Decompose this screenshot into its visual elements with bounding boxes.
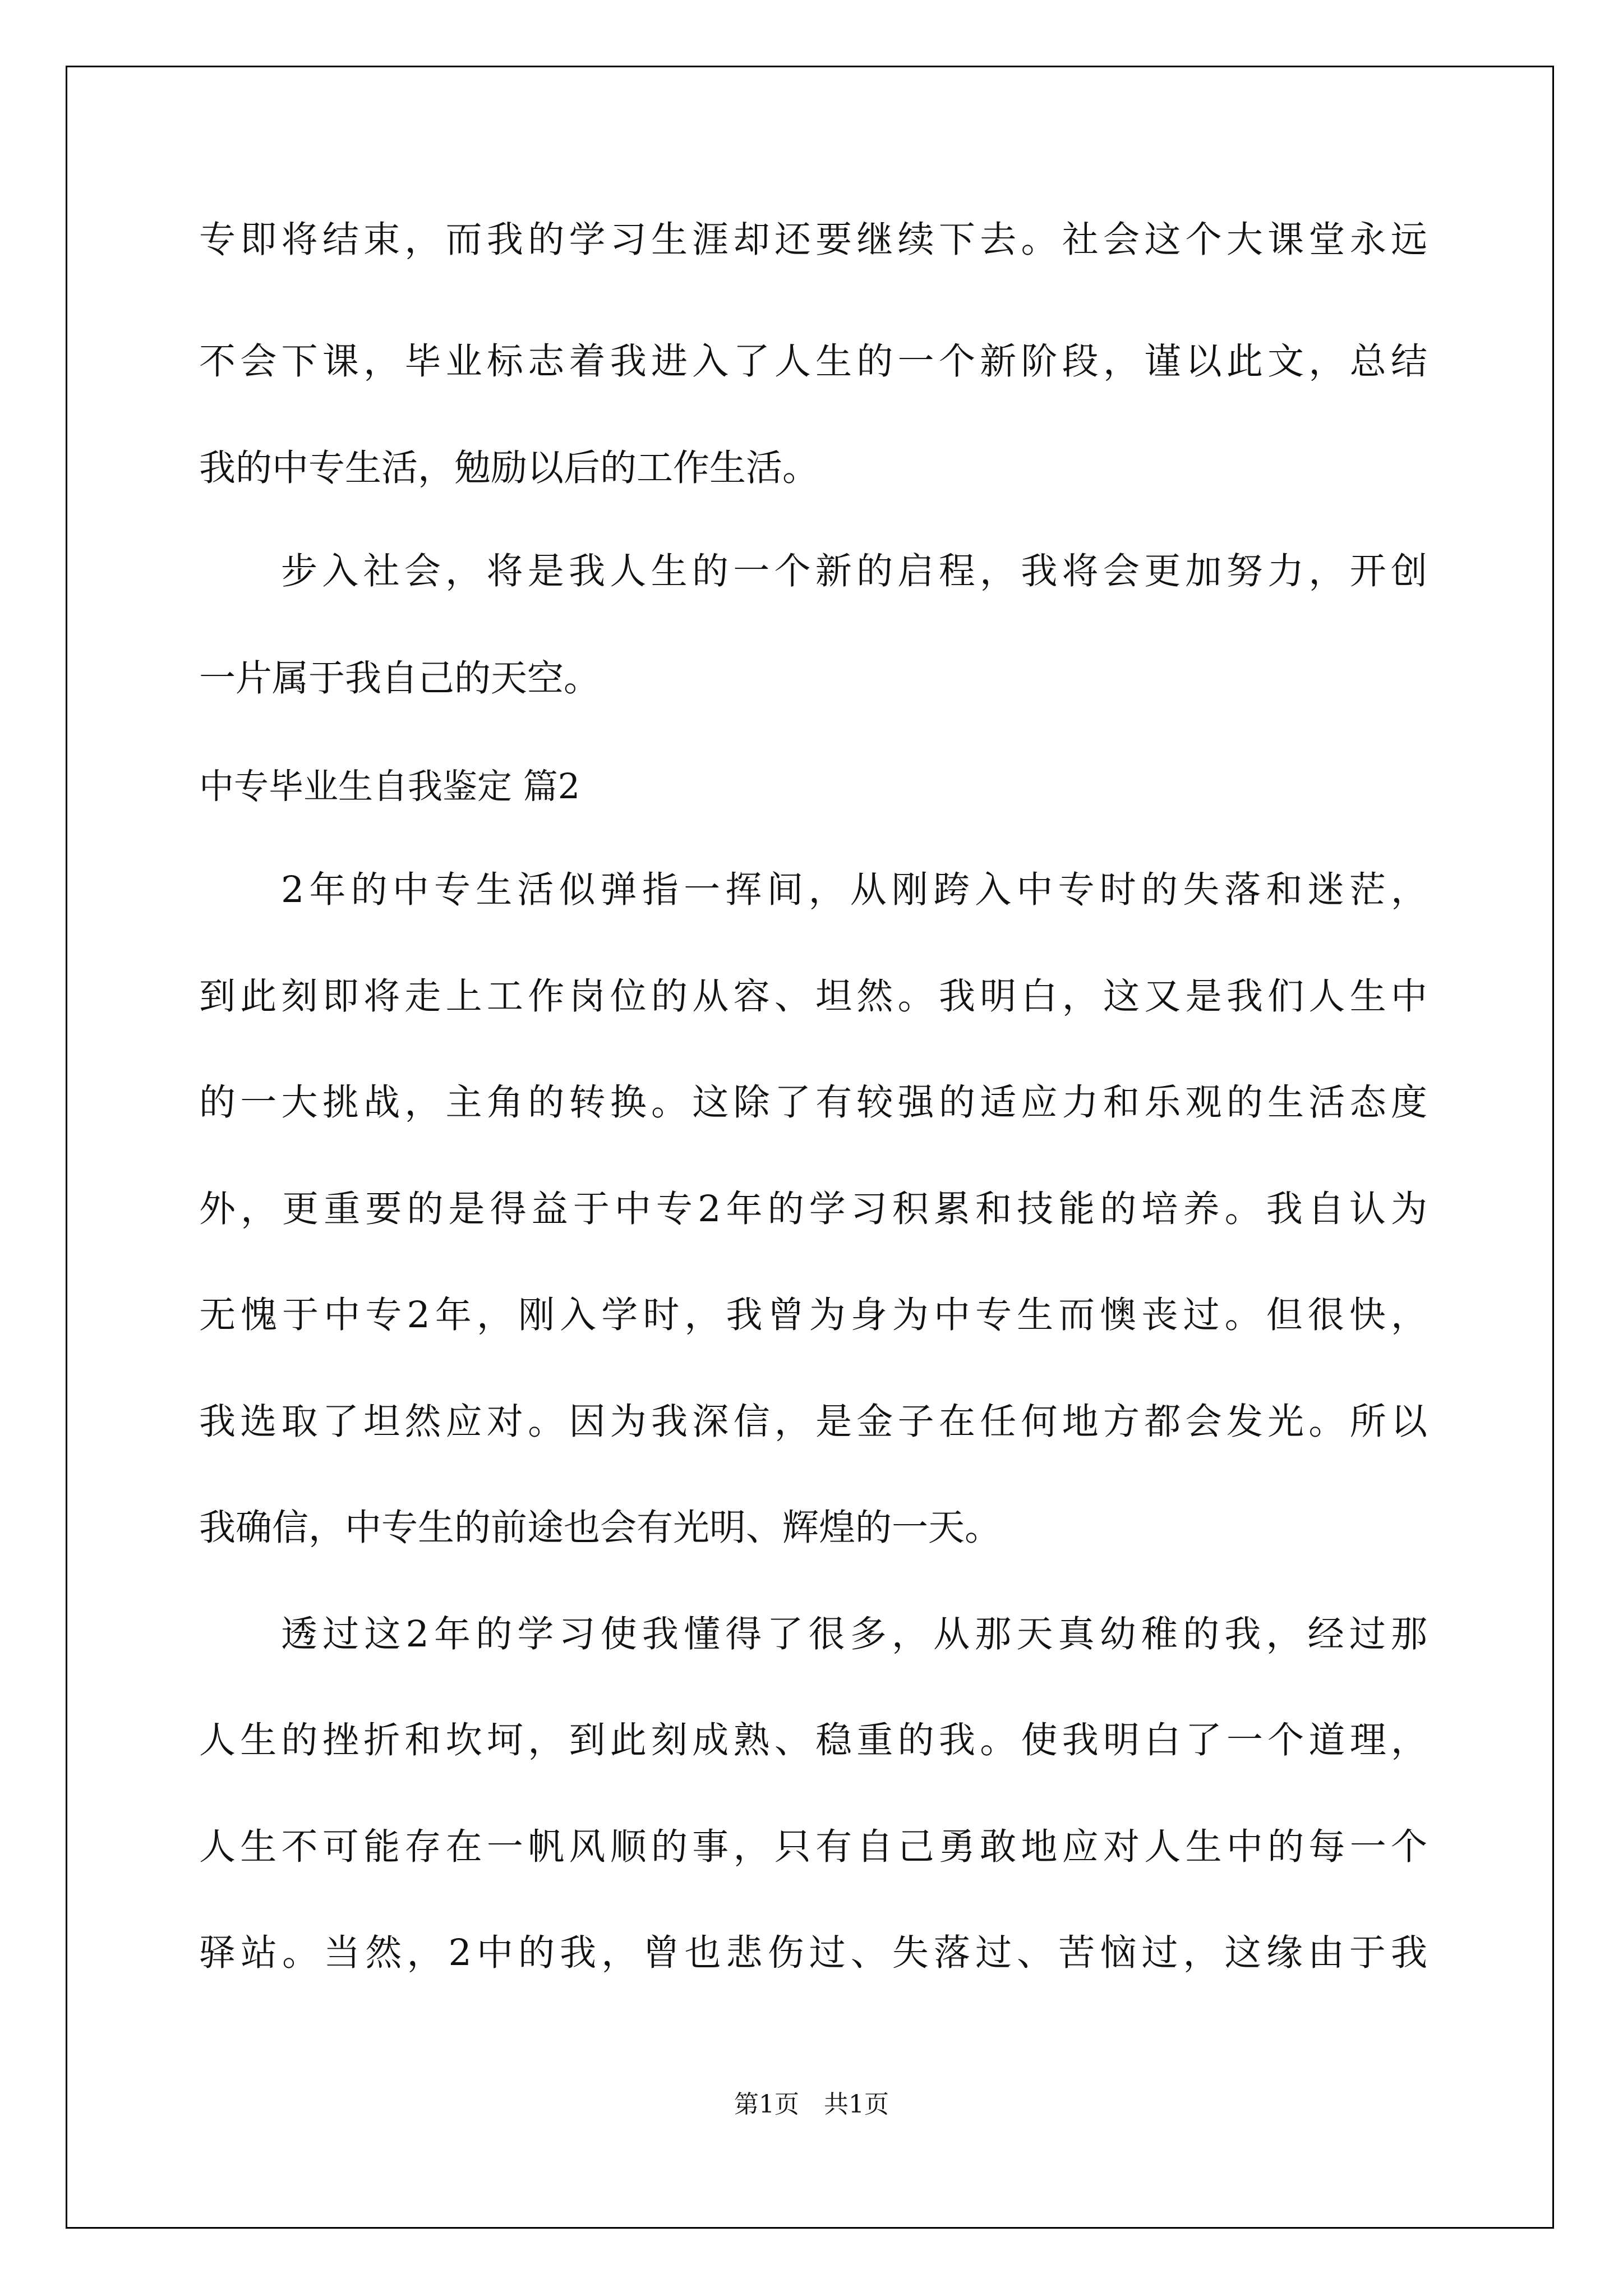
- text-line: 2年的中专生活似弹指一挥间，从刚跨入中专时的失落和迷茫，: [281, 869, 1427, 911]
- text-line: 外，更重要的是得益于中专2年的学习积累和技能的培养。我自认为: [199, 1188, 1427, 1230]
- text-line: 无愧于中专2年，刚入学时，我曾为身为中专生而懊丧过。但很快，: [199, 1294, 1427, 1336]
- text-line: 的一大挑战，主角的转换。这除了有较强的适应力和乐观的生活态度: [199, 1082, 1427, 1124]
- text-line: 人生的挫折和坎坷，到此刻成熟、稳重的我。使我明白了一个道理，: [199, 1719, 1427, 1761]
- text-line: 我的中专生活，勉励以后的工作生活。: [199, 447, 819, 489]
- page-footer: 第1页 共1页: [734, 2090, 889, 2119]
- text-line: 一片属于我自己的天空。: [199, 657, 601, 700]
- text-line: 驿站。当然，2中的我，曾也悲伤过、失落过、苦恼过，这缘由于我: [199, 1932, 1427, 1974]
- section-heading: 中专毕业生自我鉴定 篇2: [199, 766, 580, 807]
- text-line: 我选取了坦然应对。因为我深信，是金子在任何地方都会发光。所以: [199, 1401, 1427, 1443]
- text-line: 我确信，中专生的前途也会有光明、辉煌的一天。: [199, 1507, 1002, 1549]
- page-border: [66, 66, 1554, 2229]
- text-line: 到此刻即将走上工作岗位的从容、坦然。我明白，这又是我们人生中: [199, 976, 1427, 1018]
- text-line: 不会下课，毕业标志着我进入了人生的一个新阶段，谨以此文，总结: [199, 341, 1427, 383]
- text-line: 透过这2年的学习使我懂得了很多，从那天真幼稚的我，经过那: [281, 1613, 1427, 1655]
- text-line: 步入社会，将是我人生的一个新的启程，我将会更加努力，开创: [281, 550, 1427, 592]
- text-line: 专即将结束，而我的学习生涯却还要继续下去。社会这个大课堂永远: [199, 219, 1427, 261]
- text-line: 人生不可能存在一帆风顺的事，只有自己勇敢地应对人生中的每一个: [199, 1826, 1427, 1868]
